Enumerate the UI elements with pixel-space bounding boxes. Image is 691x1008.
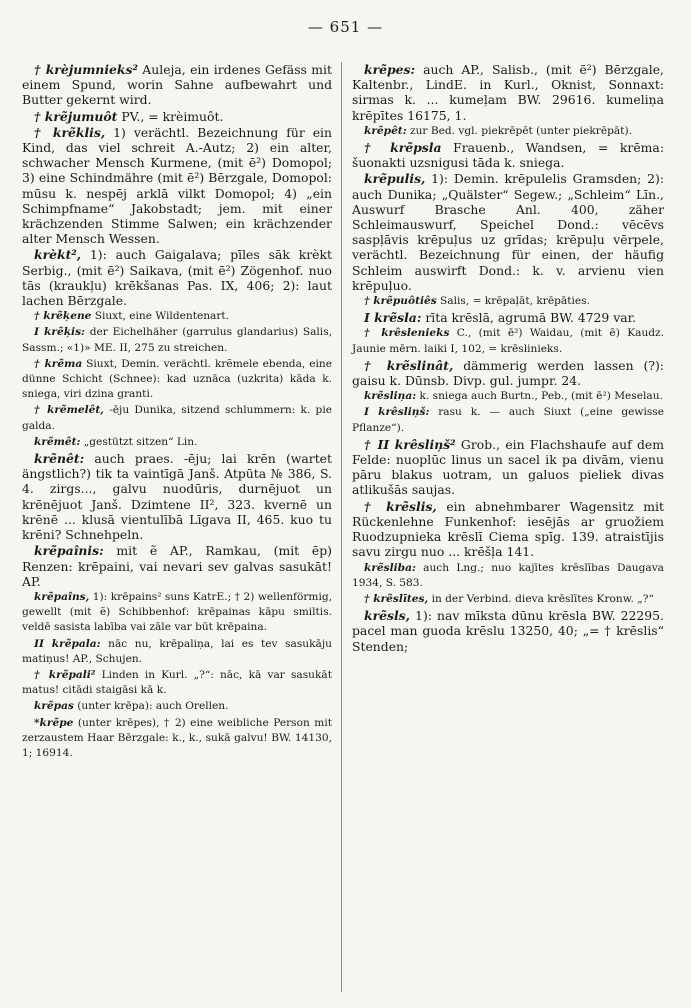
entry-headword: krẽpêt: bbox=[364, 124, 407, 137]
entry-definition: (unter krēpes), † 2) eine weibliche Person mit zerzaustem Haar Bērzgale: k., k., sukā galvu! BW. 14130, 1; 16914. bbox=[22, 716, 332, 759]
dictionary-entry bbox=[352, 358, 664, 388]
entry-definition: auch Lng.; nuo kajītes krēslības Daugava 1934, S. 583. bbox=[352, 561, 664, 589]
entry-headword: † krẽklis, bbox=[34, 124, 106, 140]
dictionary-entry bbox=[22, 247, 332, 308]
entry-definition: zur Bed. vgl. piekrēpēt (unter piekrēpāt). bbox=[406, 124, 632, 137]
entry-headword: krèkt², bbox=[34, 247, 82, 263]
left-column bbox=[22, 62, 332, 762]
dictionary-entry bbox=[22, 543, 332, 589]
entry-headword: krẽsls, bbox=[364, 608, 410, 624]
dictionary-entry bbox=[352, 140, 664, 170]
entry-definition: der Eichelhäher (garrulus glandarius) Salis, Sassm.; «1)» ME. II, 275 zu streichen. bbox=[22, 326, 332, 354]
entry-headword: † krẽpuôtiês bbox=[364, 295, 437, 308]
dictionary-entry bbox=[22, 357, 332, 403]
dictionary-entry bbox=[22, 716, 332, 762]
entry-headword: † krẽķene bbox=[34, 310, 92, 323]
entry-headword: II krẽpala: bbox=[34, 637, 101, 650]
dictionary-entry bbox=[22, 451, 332, 542]
dictionary-entry bbox=[22, 309, 332, 324]
dictionary-entry bbox=[352, 62, 664, 123]
entry-definition: Siuxt, eine Wildentenart. bbox=[91, 310, 230, 323]
entry-definition: 1): Demin. krēpulelis Gramsden; 2): auch Dunika; „Quälster“ Segew.; „Schleim“ Līn., Auswurf Brasche Anl. 400, zäher Schleimauswurf, Speichel Dond.: vēcēvs saspļāvis krēpuļus uz grīdas; krēpuļu vērpele, verächtl. Bezeichnung für einen, der häufig Schleim auswirft Dond.: k. v. arvienu vien krēpuļuo. bbox=[352, 171, 664, 293]
dictionary-entry bbox=[352, 437, 664, 498]
entry-headword: † krẽpali² bbox=[34, 668, 96, 681]
entry-headword: † krẽslinât, bbox=[364, 357, 454, 373]
dictionary-entry bbox=[352, 326, 664, 356]
entry-headword: † II krêsliņš² bbox=[364, 436, 456, 452]
entry-definition: auch praes. -ēju; lai krēn (wartet ängstlich?) tik ta vaintīgā Janš. Atpūta № 386, S. 4. zirgs..., galvu nuodūris, durnējuot un krēnējuot Janš. Dzimtene II², 323. kvernē un krēnē ... klusā vientulībā Līgava II, 465. kuo tu krēni? Schnehpeln. bbox=[22, 451, 332, 543]
entry-definition: Siuxt, Demin. verächtl. krẽmele ebenda, eine dünne Schicht (Schnee): kad uznāca (uzkrita) kāda k. sniega, viri dzina granti. bbox=[22, 357, 332, 401]
dictionary-entry bbox=[352, 592, 664, 607]
dictionary-entry bbox=[352, 171, 664, 293]
entry-definition: (unter krēpa): auch Orellen. bbox=[73, 700, 229, 713]
entry-headword: † krẽslis, bbox=[364, 498, 437, 514]
entry-headword: I krẽsla: bbox=[364, 310, 422, 326]
entry-headword: krẽsliba: bbox=[364, 561, 416, 574]
entry-definition: Frauenb., Wandsen, = krēma: šuonakti uzsnigusi tāda k. sniega. bbox=[352, 140, 664, 171]
dictionary-entry bbox=[22, 325, 332, 355]
dictionary-entry bbox=[22, 668, 332, 698]
entry-headword: † krẽmelêt, bbox=[34, 404, 104, 417]
entry-definition: k. sniega auch Burtn., Peb., (mit ē²) Meselau. bbox=[416, 390, 663, 403]
dictionary-entry bbox=[22, 590, 332, 636]
entry-definition: 1): krēpains² suns KatrE.; † 2) wellenförmig, gewellt (mit ẽ) Schibbenhof: krēpainas kāpu smiltis. veldē sasista labība vai zāle var būt krēpaina. bbox=[22, 590, 332, 634]
entry-definition: auch AP., Salisb., (mit ē²) Bērzgale, Kaltenbr., LindE. in Kurl., Oknist, Sonnaxt: sirmas k. ... kumeļam BW. 29616. kumeliņa krēpītes 16175, 1. bbox=[352, 62, 664, 123]
page-number: — 651 — bbox=[307, 18, 384, 36]
dictionary-entry bbox=[352, 499, 664, 560]
entry-headword: I krẽķis: bbox=[34, 326, 85, 339]
dictionary-entry bbox=[352, 608, 664, 654]
entry-headword: krẽpaîns, bbox=[34, 590, 90, 603]
entry-definition: „gestützt sitzen“ Lin. bbox=[80, 435, 198, 448]
entry-headword: † krẽslītes, bbox=[364, 592, 429, 605]
entry-headword: krẽpes: bbox=[364, 62, 416, 77]
entry-headword: † krẽpsla bbox=[364, 140, 442, 156]
dictionary-entry bbox=[22, 62, 332, 108]
entry-definition: Grob., ein Flachshaufe auf dem Felde: nuoplūc linus un sacel ik pa divām, vienu pāru blakus uotram, un galuos pieliek divas atlikušās saujas. bbox=[352, 436, 664, 498]
entry-definition: Linden in Kurl. „?“: nāc, kā var sasukāt matus! citādi staigāsi kā k. bbox=[22, 668, 332, 697]
entry-headword: † krẽjumuôt bbox=[34, 108, 118, 124]
entry-definition: 1): auch Gaigalava; pīles sāk krèkt Serbig., (mit ē²) Saikava, (mit ē²) Zögenhof. nuo tās (kraukļu) krēkšanas Pas. IX, 406; 2): laut lachen Bērzgale. bbox=[22, 247, 332, 309]
entry-definition: PV., = krèimuôt. bbox=[117, 108, 224, 124]
entry-headword: krẽnêt: bbox=[34, 451, 85, 467]
dictionary-entry bbox=[22, 403, 332, 433]
entry-definition: in der Verbind. dieva krēslītes Kronw. „?“ bbox=[428, 592, 654, 605]
dictionary-entry bbox=[352, 561, 664, 591]
entry-definition: C., (mit ē²) Waidau, (mit ē) Kaudz. Jaunie mērn. laiki I, 102, = krēslinieks. bbox=[352, 327, 664, 355]
dictionary-entry bbox=[352, 310, 664, 325]
dictionary-entry bbox=[22, 699, 332, 714]
dictionary-entry bbox=[352, 405, 664, 435]
entry-headword: krẽsliņa: bbox=[364, 390, 417, 403]
column-divider bbox=[341, 62, 342, 992]
dictionary-entry bbox=[22, 637, 332, 667]
entry-definition: rasu k. — auch Siuxt („eine gewisse Pflanze“). bbox=[352, 406, 664, 434]
entry-definition: 1) verächtl. Bezeichnung für ein Kind, das viel schreit A.-Autz; 2) ein alter, schwacher Mensch Kurmene, (mit ē²) Domopol; 3) eine Schindmähre (mit ē²) Bērzgale, Domopol: mūsu k. nespēj arklā vilkt Domopol; 4) „ein Schimpfname“ Jakobstadt; jem. mit einer krächzenden Stimme Salwen; ein krächzender alter Mensch Wessen. bbox=[22, 124, 332, 247]
entry-definition: mit ẽ AP., Ramkau, (mit ēp) Renzen: krēpaini, vai nevari sev galvas sasukāt! AP. bbox=[22, 543, 332, 589]
right-column bbox=[352, 62, 664, 655]
entry-headword: I krêsliņš: bbox=[364, 406, 430, 419]
dictionary-entry bbox=[352, 389, 664, 404]
dictionary-entry bbox=[352, 294, 664, 309]
entry-definition: -ēju Dunika, sitzend schlummern: k. pie galda. bbox=[22, 404, 333, 432]
dictionary-entry bbox=[22, 125, 332, 247]
entry-definition: 1): nav mīksta dūnu krēsla BW. 22295. pacel man guoda krēslu 13250, 40; „= † krēslis“ Stenden; bbox=[352, 608, 664, 654]
entry-headword: † krèjumnieks² bbox=[34, 62, 138, 77]
entry-headword: † krêslenieks bbox=[364, 327, 450, 340]
entry-headword: † krẽma bbox=[34, 357, 83, 370]
entry-headword: krẽmêt: bbox=[34, 435, 81, 448]
dictionary-entry bbox=[352, 124, 664, 139]
entry-headword: krẽpulis, bbox=[364, 171, 426, 187]
entry-definition: Auleja, ein irdenes Gefäss mit einem Spund, worin Sahne aufbewahrt und Butter gekernt wird. bbox=[22, 62, 333, 108]
entry-definition: Salis, = krēpaļāt, krēpāties. bbox=[436, 295, 590, 308]
entry-definition: rīta krēslā, agrumā BW. 4729 var. bbox=[421, 310, 637, 326]
entry-definition: nāc nu, krēpaliņa, lai es tev sasukāju matiņus! AP., Schujen. bbox=[22, 637, 332, 665]
dictionary-entry bbox=[22, 435, 332, 450]
entry-definition: dämmerig werden lassen (?): gaisu k. Dūnsb. Divp. gul. jumpr. 24. bbox=[352, 357, 664, 389]
dictionary-entry bbox=[22, 109, 332, 124]
entry-headword: *krẽpe bbox=[34, 716, 74, 729]
entry-headword: krẽpas bbox=[34, 700, 74, 713]
entry-definition: ein abnehmbarer Wagensitz mit Rückenlehne Funkenhof: iesējās ar gruožiem Ruodzupnieka krēslī Ciema spīg. 139. atraistījis savu zirgu nuo ... krēšļa 141. bbox=[352, 498, 664, 560]
entry-headword: krẽpaînis: bbox=[34, 543, 104, 559]
